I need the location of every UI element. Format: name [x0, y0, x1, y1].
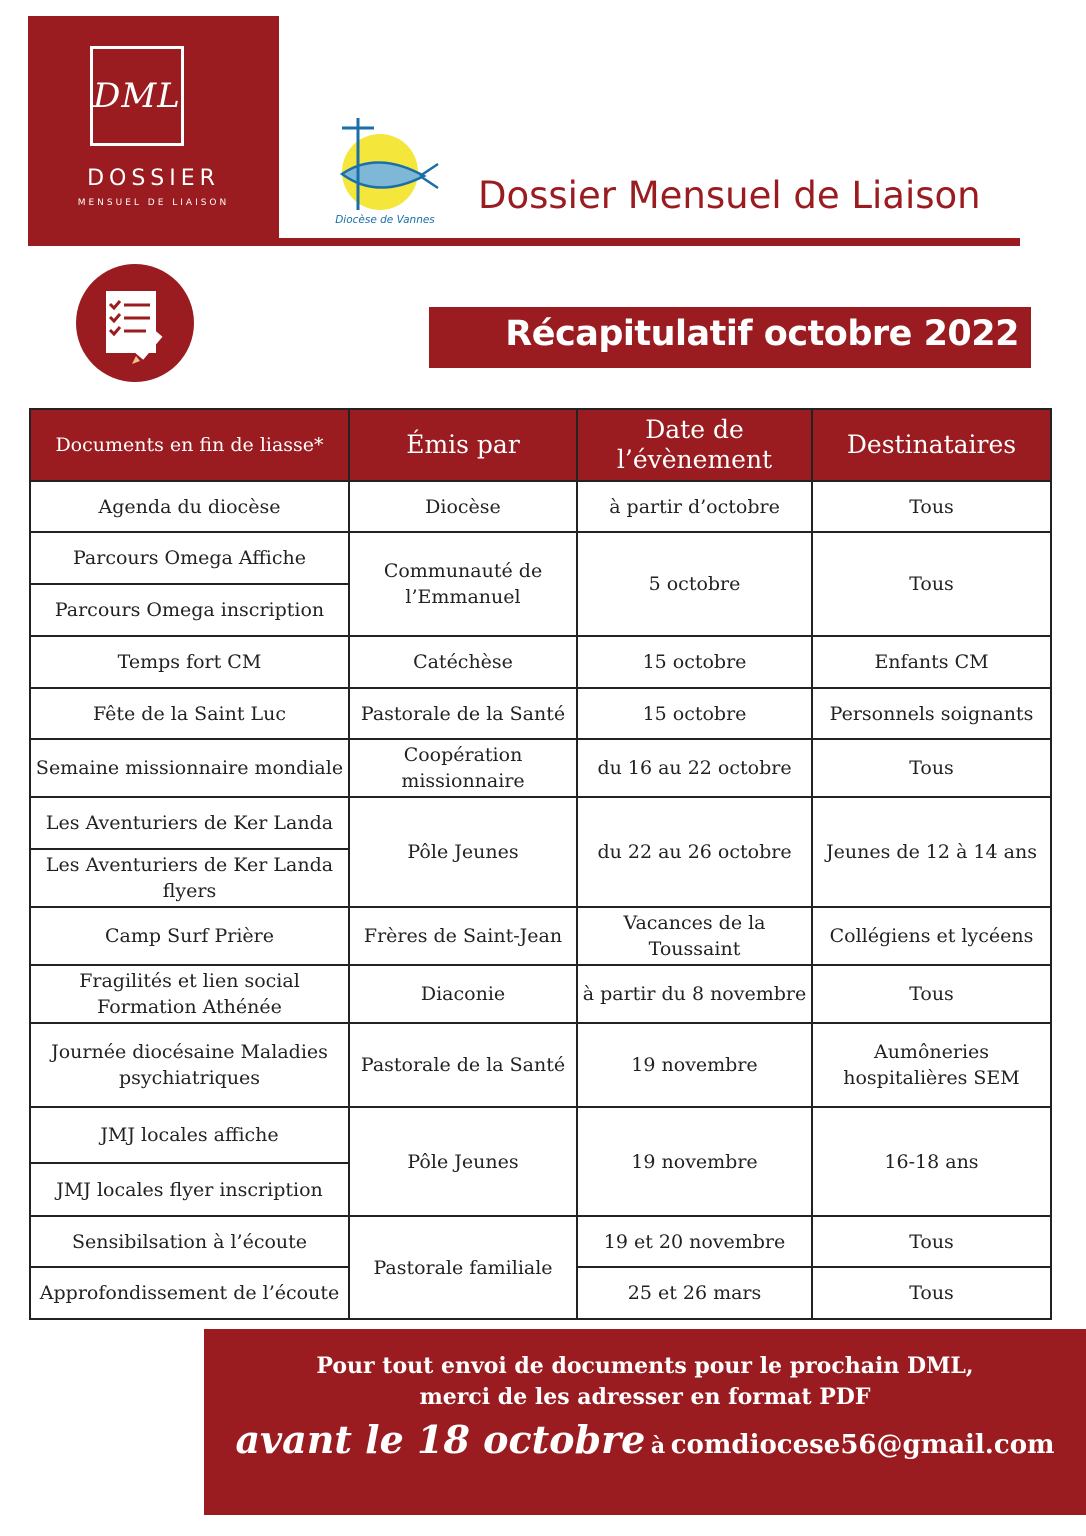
cell-document: JMJ locales affiche: [30, 1107, 349, 1163]
cell-recipients: Tous: [812, 481, 1051, 532]
cell-date: 19 et 20 novembre: [577, 1216, 812, 1267]
cell-date: Vacances de la Toussaint: [577, 907, 812, 965]
cell-issued-by: Diocèse: [349, 481, 577, 532]
cell-document: Les Aventuriers de Ker Landa: [30, 797, 349, 849]
cell-date: 25 et 26 mars: [577, 1267, 812, 1319]
table-row: [30, 797, 1051, 849]
table-row: [30, 636, 1051, 688]
cell-date: 15 octobre: [577, 636, 812, 688]
cell-recipients: Enfants CM: [812, 636, 1051, 688]
table-row: [30, 965, 1051, 1023]
cell-document: Journée diocésaine Maladies psychiatriques: [30, 1023, 349, 1107]
cell-document: Camp Surf Prière: [30, 907, 349, 965]
cell-date: du 22 au 26 octobre: [577, 797, 812, 907]
cell-date: 15 octobre: [577, 688, 812, 739]
footer-banner: [204, 1329, 1086, 1515]
table-header-row: [30, 409, 1051, 481]
table-row: [30, 1107, 1051, 1163]
page-title: Dossier Mensuel de Liaison: [478, 174, 981, 217]
column-header-date-line1: Date de: [645, 415, 744, 444]
footer-line-1: Pour tout envoi de documents pour le prochain DML,: [316, 1353, 974, 1379]
cell-issued-by: Catéchèse: [349, 636, 577, 688]
cell-document: Semaine missionnaire mondiale: [30, 739, 349, 797]
footer-email-link[interactable]: comdiocese56@gmail.com: [670, 1430, 1055, 1460]
footer-line-3: [204, 1417, 1086, 1462]
cell-issued-by: Communauté de l’Emmanuel: [349, 532, 577, 636]
dml-logo-block: [28, 16, 279, 246]
table-row: [30, 1023, 1051, 1107]
cell-recipients: Collégiens et lycéens: [812, 907, 1051, 965]
checklist-circle: [76, 264, 194, 382]
column-header-date-line2: l’évènement: [616, 445, 773, 474]
cell-issued-by: Coopération missionnaire: [349, 739, 577, 797]
footer-line-2: merci de les adresser en format PDF: [419, 1384, 871, 1410]
cell-recipients: Tous: [812, 965, 1051, 1023]
cell-document: Parcours Omega inscription: [30, 584, 349, 636]
column-header-recipients: Destinataires: [812, 409, 1051, 481]
cell-issued-by: Pôle Jeunes: [349, 1107, 577, 1216]
cell-date: du 16 au 22 octobre: [577, 739, 812, 797]
dml-logo-subtitle: MENSUEL DE LIAISON: [77, 198, 230, 208]
table-row: [30, 1216, 1051, 1267]
column-header-date: [577, 409, 812, 481]
cell-document: Fragilités et lien social Formation Athénée: [30, 965, 349, 1023]
cell-date: à partir du 8 novembre: [577, 965, 812, 1023]
cell-document: Approfondissement de l’écoute: [30, 1267, 349, 1319]
cell-document: Les Aventuriers de Ker Landa flyers: [30, 849, 349, 907]
table-row: [30, 532, 1051, 584]
footer-deadline: avant le 18 octobre: [235, 1417, 646, 1462]
cell-document: Sensibilsation à l’écoute: [30, 1216, 349, 1267]
checklist-pencil-icon: [76, 264, 194, 382]
cell-date: 5 octobre: [577, 532, 812, 636]
cell-date: à partir d’octobre: [577, 481, 812, 532]
footer-connector: à: [650, 1433, 666, 1459]
cell-recipients: Tous: [812, 1216, 1051, 1267]
cell-issued-by: Pastorale de la Santé: [349, 1023, 577, 1107]
cell-issued-by: Pôle Jeunes: [349, 797, 577, 907]
header-divider: [279, 238, 1020, 246]
diocese-label: Diocèse de Vannes: [335, 214, 435, 226]
table-row: [30, 481, 1051, 532]
column-header-issued-by: Émis par: [349, 409, 577, 481]
cell-document: JMJ locales flyer inscription: [30, 1163, 349, 1216]
column-header-documents: Documents en fin de liasse*: [30, 409, 349, 481]
table-row: [30, 739, 1051, 797]
cell-recipients: 16-18 ans: [812, 1107, 1051, 1216]
cell-recipients: Tous: [812, 739, 1051, 797]
cell-issued-by: Frères de Saint-Jean: [349, 907, 577, 965]
recap-banner: [429, 307, 1031, 368]
cell-document: Agenda du diocèse: [30, 481, 349, 532]
cell-date: 19 novembre: [577, 1023, 812, 1107]
recap-title: Récapitulatif octobre 2022: [505, 314, 1019, 354]
table-row: [30, 907, 1051, 965]
documents-table: [29, 408, 1052, 1320]
cell-recipients: Personnels soignants: [812, 688, 1051, 739]
cell-issued-by: Pastorale de la Santé: [349, 688, 577, 739]
cell-recipients: Aumôneries hospitalières SEM: [812, 1023, 1051, 1107]
dml-logo-title: DOSSIER: [87, 166, 220, 191]
cell-issued-by: Diaconie: [349, 965, 577, 1023]
cell-date: 19 novembre: [577, 1107, 812, 1216]
cell-recipients: Tous: [812, 532, 1051, 636]
table-row: [30, 688, 1051, 739]
cell-issued-by: Pastorale familiale: [349, 1216, 577, 1319]
cell-recipients: Jeunes de 12 à 14 ans: [812, 797, 1051, 907]
cell-document: Temps fort CM: [30, 636, 349, 688]
cell-recipients: Tous: [812, 1267, 1051, 1319]
cell-document: Parcours Omega Affiche: [30, 532, 349, 584]
dml-logo-mark: DML: [90, 46, 184, 146]
cell-document: Fête de la Saint Luc: [30, 688, 349, 739]
